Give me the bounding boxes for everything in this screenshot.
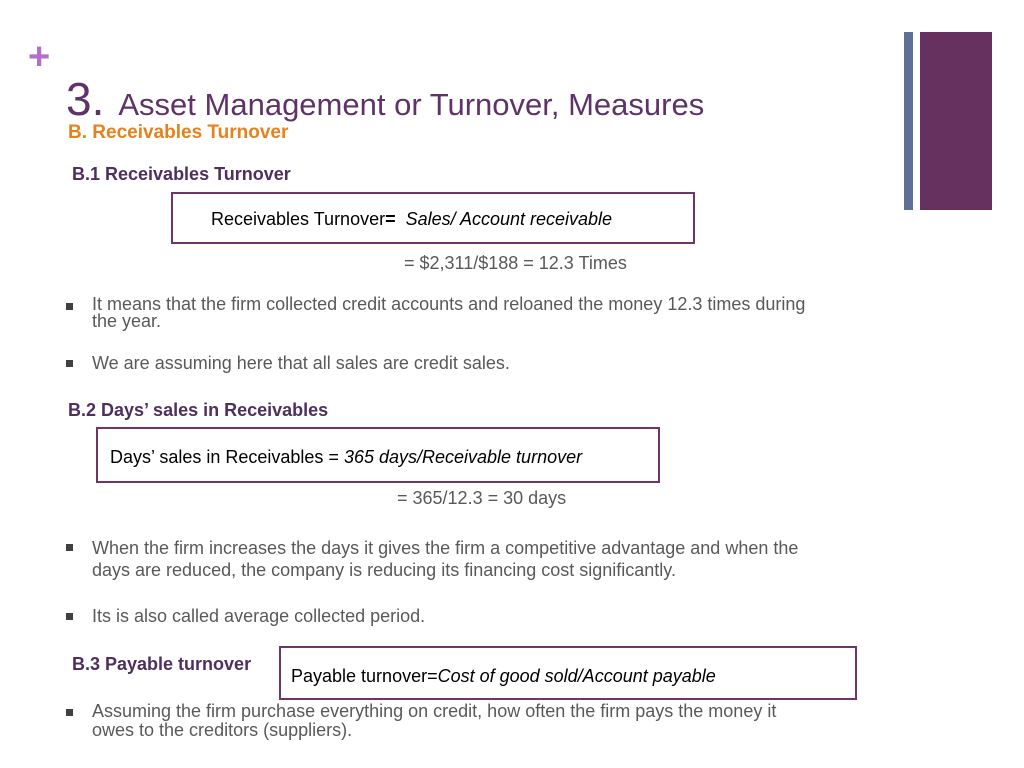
- section-heading-b1: B.1 Receivables Turnover: [72, 164, 291, 184]
- bullet-text: It means that the firm collected credit accounts and reloaned the money 12.3 times during: [92, 294, 806, 314]
- bullet-text: the year.: [92, 311, 162, 331]
- list-item: [66, 606, 906, 628]
- section-heading-b3: B.3 Payable turnover: [72, 654, 252, 674]
- plus-icon: +: [28, 36, 51, 78]
- formula-box-b3: [279, 646, 857, 700]
- decorative-bar-right: [920, 32, 992, 210]
- list-item: [66, 702, 906, 746]
- bullet-square-icon: [66, 360, 73, 367]
- formula-expression: Cost of good sold/Account payable: [437, 666, 716, 686]
- list-item: [66, 537, 906, 583]
- bullet-text: days are reduced, the company is reducing its financing cost significantly.: [92, 560, 676, 580]
- bullet-square-icon: [66, 544, 73, 551]
- bullet-square-icon: [66, 709, 73, 716]
- title-number: 3.: [66, 73, 105, 125]
- formula-label: Days’ sales in Receivables =: [110, 447, 339, 467]
- bullet-text: When the firm increases the days it gives the firm a competitive advantage and when the: [92, 538, 799, 558]
- slide-subtitle: B. Receivables Turnover: [68, 122, 289, 143]
- formula-label: Payable turnover=: [291, 666, 438, 686]
- formula-box-b1: [171, 192, 695, 244]
- decorative-bar-left: [904, 32, 913, 210]
- bullet-square-icon: [66, 303, 73, 310]
- bullet-text: We are assuming here that all sales are credit sales.: [92, 353, 510, 373]
- calculation-b1: = $2,311/$188 = 12.3 Times: [404, 253, 627, 273]
- list-item: [66, 353, 906, 375]
- bullet-text: Assuming the firm purchase everything on credit, how often the firm pays the money it: [92, 701, 777, 721]
- slide-title: [66, 72, 704, 126]
- title-text: Asset Management or Turnover, Measures: [118, 87, 705, 122]
- formula-equals: =: [385, 209, 396, 229]
- formula-expression: Sales/ Account receivable: [405, 209, 613, 229]
- bullet-text: Its is also called average collected period.: [92, 606, 426, 626]
- section-heading-b2: B.2 Days’ sales in Receivables: [68, 400, 329, 420]
- formula-expression: 365 days/Receivable turnover: [343, 447, 583, 467]
- calculation-b2: = 365/12.3 = 30 days: [397, 488, 567, 508]
- bullet-text: owes to the creditors (suppliers).: [92, 720, 353, 740]
- formula-label: Receivables Turnover: [211, 209, 386, 229]
- bullet-square-icon: [66, 613, 73, 620]
- list-item: [66, 296, 906, 340]
- formula-box-b2: [96, 427, 660, 483]
